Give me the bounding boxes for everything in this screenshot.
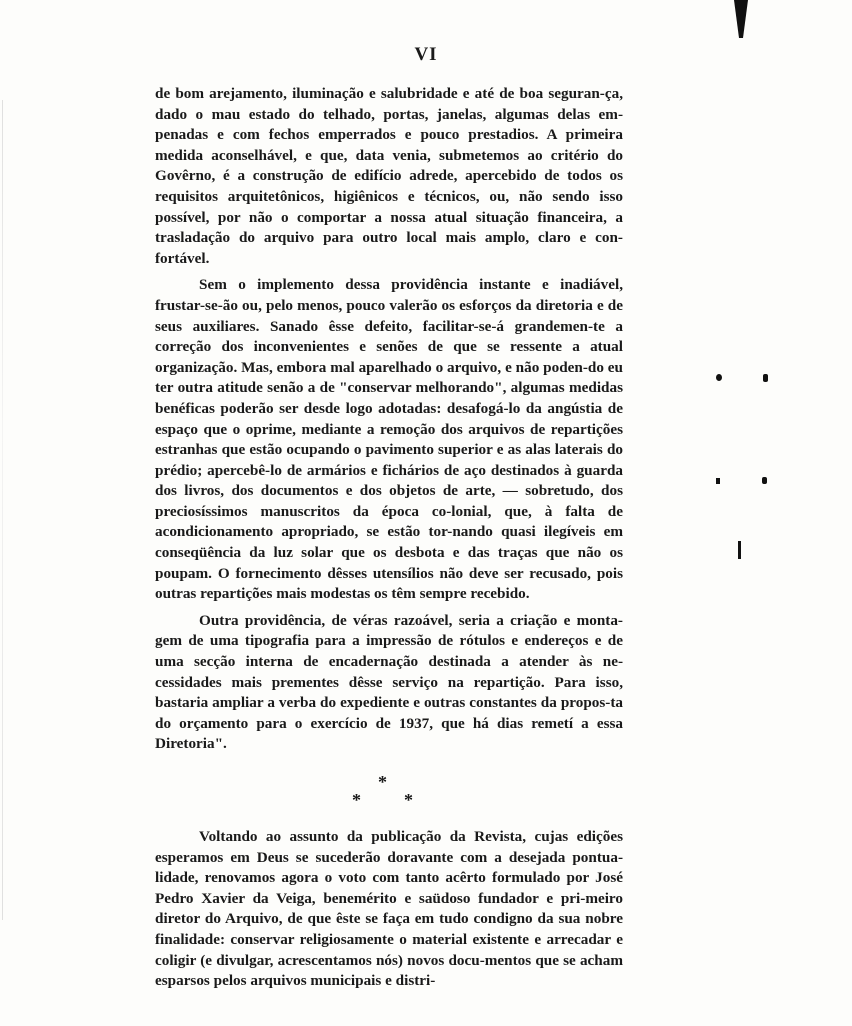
section-divider: [340, 772, 430, 812]
page-number: VI: [414, 44, 438, 65]
paragraph-2: Sem o implemento dessa providência instante e inadiável, frustar-se-ão ou, pelo menos, pouco valerão os esforços da diretoria e de seus auxiliares. Sanado êsse defeito, facilitar-se-á grandemen-te a correção dos inconvenientes e senões de que se ressente a atual organização. Mas, embora mal aparelhado o arquivo, e não poden-do eu ter outra atitude senão a de "conservar melhorando", algumas medidas benéficas poderão ser desde logo adotadas: desafogá-lo da angústia de espaço que o oprime, mediante a remoção dos arquivos de repartições estranhas que estão ocupando o pavimento superior e as alas laterais do prédio; apercebê-lo de armários e fichários de aço destinados à guarda dos livros, dos documentos e dos objetos de arte, — sobretudo, dos preciosíssimos manuscritos da época co-lonial, que, à falta de acondicionamento apropriado, se estão tor-nando quasi ilegíveis em conseqüência da luz solar que os desbota e das traças que não os poupam. O fornecimento dêsses utensílios não deve ser recusado, pois outras repartições mais modestas os têm sempre recebido.: [155, 276, 623, 603]
document-body: [155, 84, 623, 755]
scan-artifact-dot: [762, 477, 767, 484]
scan-artifact-line: [738, 541, 741, 559]
scan-artifact-mark: [734, 0, 748, 40]
document-body-continued: [155, 827, 623, 992]
scan-artifact-dot: [716, 478, 720, 484]
paragraph-1: de bom arejamento, iluminação e salubridade e até de boa seguran-ça, dado o mau estado do telhado, portas, janelas, algumas delas em-penadas e com fechos emperrados e pouco prestadios. A primeira medida aconselhável, e que, data venia, submetemos ao critério do Govêrno, é a construção de edifício adrede, apercebido de todos os requisitos arquitetônicos, higiênicos e técnicos, ou, não sendo isso possível, por não o comportar a nossa atual situação financeira, a trasladação do arquivo para outro local mais amplo, claro e con-fortável.: [155, 85, 623, 267]
paragraph-3: Outra providência, de véras razoável, seria a criação e monta-gem de uma tipografia para a impressão de rótulos e endereços e de uma secção interna de encadernação destinada a atender às ne-cessidades mais prementes dêsse serviço na repartição. Para isso, bastaria ampliar a verba do expediente e outras constantes da propos-ta do orçamento para o exercício de 1937, que há dias remetí a essa Diretoria".: [155, 611, 623, 753]
divider-star: *: [352, 790, 361, 810]
divider-star: *: [404, 790, 413, 810]
scan-artifact-dot: [763, 374, 768, 382]
paragraph-4: Voltando ao assunto da publicação da Revista, cujas edições esperamos em Deus se sucederão doravante com a desejada pontua-lidade, renovamos agora o voto com tanto acêrto formulado por José Pedro Xavier da Veiga, benemérito e saüdoso fundador e pri-meiro diretor do Arquivo, de que êste se faça em tudo condigno da sua nobre finalidade: conservar religiosamente o material existente e arrecadar e coligir (e divulgar, acrescentamos nós) novos docu-mentos que se acham esparsos pelos arquivos municipais e distri-: [155, 828, 623, 990]
divider-star: *: [378, 772, 387, 792]
scan-artifact-dot: [716, 374, 722, 381]
scan-margin-shadow: [2, 100, 3, 920]
